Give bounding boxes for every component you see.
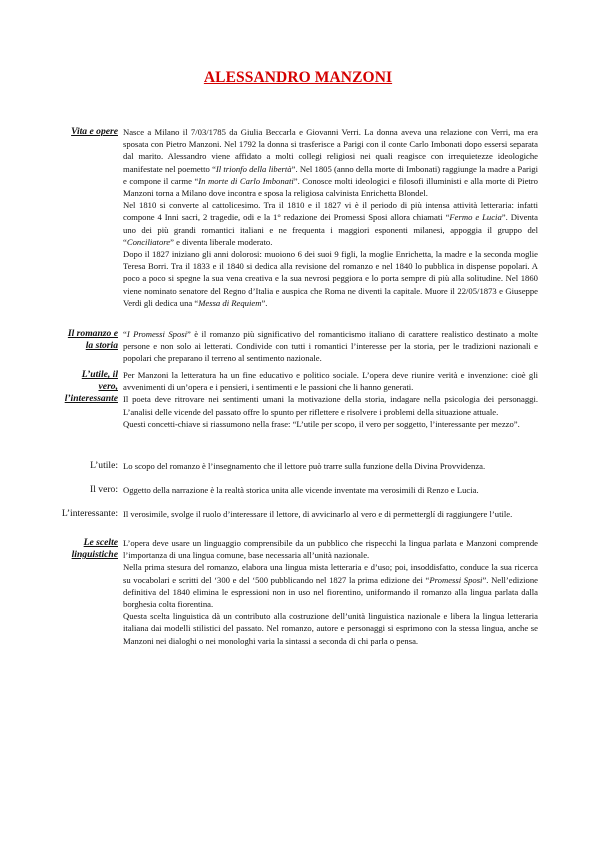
italic-title: Fermo e Lucia — [449, 212, 502, 223]
page-title: ALESSANDRO MANZONI — [203, 69, 393, 86]
text-run: ”. Conosce molti ideologici e filosofi illuministi e alla morte di Pietro Manzoni torna a Milano dove incontra e sposa la religiosa calvinista Enrichetta Blondel. — [123, 175, 538, 199]
text-run: ”. Nel 1805 (anno della morte di Imbonati) raggiunge la madre a Parigi e compone il carme “ — [123, 163, 538, 186]
paragraph: Il poeta deve ritrovare nei sentimenti umani la motivazione della storia, indagare nella psicologia dei personaggi. L’analisi delle vicende del passato offre lo spunto per riflettere e risolvere i problemi della situazione attuale. — [123, 394, 538, 417]
text-run: ” e diventa liberale moderato. — [170, 236, 273, 247]
text-run: ”. — [261, 297, 268, 308]
text-run: Nasce a Milano il 7/03/1785 da Giulia Beccarla e Giovanni Verri. La donna aveva una relazione con Verri, ma era sposata con Pietro Manzoni. Nel 1792 la donna si trasferisce a Parigi con il conte Carlo Imbonati dopo essersi separata dal marito. Alessandro viene affidato a molti collegi religiosi nei quali reagisce con irrequietezze ideologiche manifestate nel poemetto “ — [123, 127, 538, 174]
text-run: ” è il romanzo più significativo del romanticismo italiano di carattere realistico destinato a molte persone e non solo ai letterati. Condivide con tutti i romantici l’interesse per la storia, per le tradizioni nazionali e popolari che preparano il terreno al sentimento nazionale. — [123, 329, 538, 364]
paragraph: Per Manzoni la letteratura ha un fine educativo e politico sociale. L’opera deve riunire verità e invenzione: cioè gli avvenimenti di un’opera e i pensieri, i sentimenti e le passioni che li hanno generati. — [123, 370, 538, 393]
section-body-romanzo — [123, 328, 538, 365]
text-run: “ — [123, 329, 127, 339]
paragraph — [123, 561, 538, 610]
section-body-vita — [123, 126, 538, 309]
italic-title: I Promessi Sposi — [126, 329, 188, 339]
definition-text: Lo scopo del romanzo è l’insegnamento che il lettore può trarre sulla funzione della Divina Provvidenza. — [123, 461, 486, 471]
section-label-romanzo: Il romanzo e la storia — [67, 328, 118, 352]
italic-title: Conciliatore — [126, 236, 171, 247]
definition-text: Il verosimile, svolge il ruolo d’interessare il lettore, di avvicinarlo al vero e di permetterglí di raggiungere l’utile. — [123, 509, 513, 519]
definition-utile — [60, 460, 538, 472]
paragraph: L’opera deve usare un linguaggio comprensibile da un pubblico che rispecchi la lingua parlata e Manzoni comprende l’importanza di una lingua comune, base necessaria all’unità nazionale. — [123, 538, 538, 561]
paragraph: Questi concetti-chiave si riassumono nella frase: “L’utile per scopo, il vero per soggetto, l’interessante per mezzo”. — [123, 418, 520, 429]
paragraph — [123, 328, 538, 365]
text-run: Nella prima stesura del romanzo, elabora una lingua mista letteraria e d’uso; poi, insoddisfatto, conduce la sua ricerca su vocabolari e scritti del ‘300 e del ‘500 pubblicando nel 1827 la prima edizione dei “ — [123, 562, 538, 585]
section-vita-e-opere — [60, 126, 538, 309]
section-body-scelte — [123, 537, 538, 647]
section-label-vita: Vita e opere — [71, 126, 118, 137]
definition-label: Il vero: — [90, 484, 118, 495]
definition-vero — [60, 484, 538, 496]
definition-label: L’interessante: — [61, 508, 118, 519]
italic-title: In morte di Carlo Imbonati — [198, 175, 294, 186]
paragraph — [123, 126, 538, 199]
text-run: ”. Nell’edizione definitiva del 1840 elimina le espressioni non in uso nel fiorentino, uniformando il romanzo alla lingua parlata dalla borghesia colta fiorentina. — [123, 574, 539, 610]
italic-title: Messa di Requiem — [198, 297, 262, 308]
italic-title: Promessi Sposi — [429, 574, 483, 585]
paragraph — [123, 199, 538, 248]
section-utile-vero-interessante — [60, 369, 538, 430]
definition-text: Oggetto della narrazione è la realtà storica unita alle vicende inventate ma verosimili di Renzo e Lucia. — [123, 485, 479, 495]
paragraph — [123, 248, 538, 309]
section-romanzo-e-storia — [60, 328, 538, 365]
text-run: ”. Diventa uno dei più grandi romantici italiani e ne frequenta i maggiori esponenti milanesi, appoggia il gruppo del “ — [123, 212, 538, 247]
section-scelte-linguistiche — [60, 537, 538, 647]
section-label-scelte: Le scelte linguistiche — [71, 537, 118, 561]
text-run: Dopo il 1827 iniziano gli anni dolorosi: muoiono 6 dei suoi 9 figli, la moglie Enrichetta, la madre e la seconda moglie Teresa Borri. Tra il 1833 e il 1840 si dedica alla revisione del romanzo e nel 1840 lo pubblica in dispense popolari. A poco a poco si spegne la sua vena creativa e la sua nevrosi peggiora e lo porta sempre di più alla solitudine. Nel 1860 viene nominato senatore del Regno d’Italia e auspica che Roma ne diventi la capitale. Muore il 22/05/1873 e Giuseppe Verdi gli dedica una “ — [123, 249, 538, 308]
section-label-utile: L’utile, il vero, l’interessante — [64, 369, 118, 405]
italic-title: Il trionfo della libertà — [215, 163, 292, 174]
definition-label: L’utile: — [90, 460, 118, 471]
text-run: Nel 1810 si converte al cattolicesimo. Tra il 1810 e il 1827 vi è il periodo di più intensa attività letteraria: infatti compone 4 Inni sacri, 2 tragedie, odi e la 1° redazione dei Promessi Sposi allora chiamati “ — [123, 200, 538, 223]
definition-interessante — [60, 508, 538, 520]
section-body-utile — [123, 369, 538, 430]
paragraph: Questa scelta linguistica dà un contributo alla costruzione dell’unità linguistica nazionale e libera la lingua letteraria italiana dai modelli stilistici del passato. Nel romanzo, autore e personaggi si esprimono con la stessa lingua, anche se Manzoni nei dialoghi o nei monologhi varia la sintassi a seconda di chi parla o pensa. — [123, 611, 538, 646]
